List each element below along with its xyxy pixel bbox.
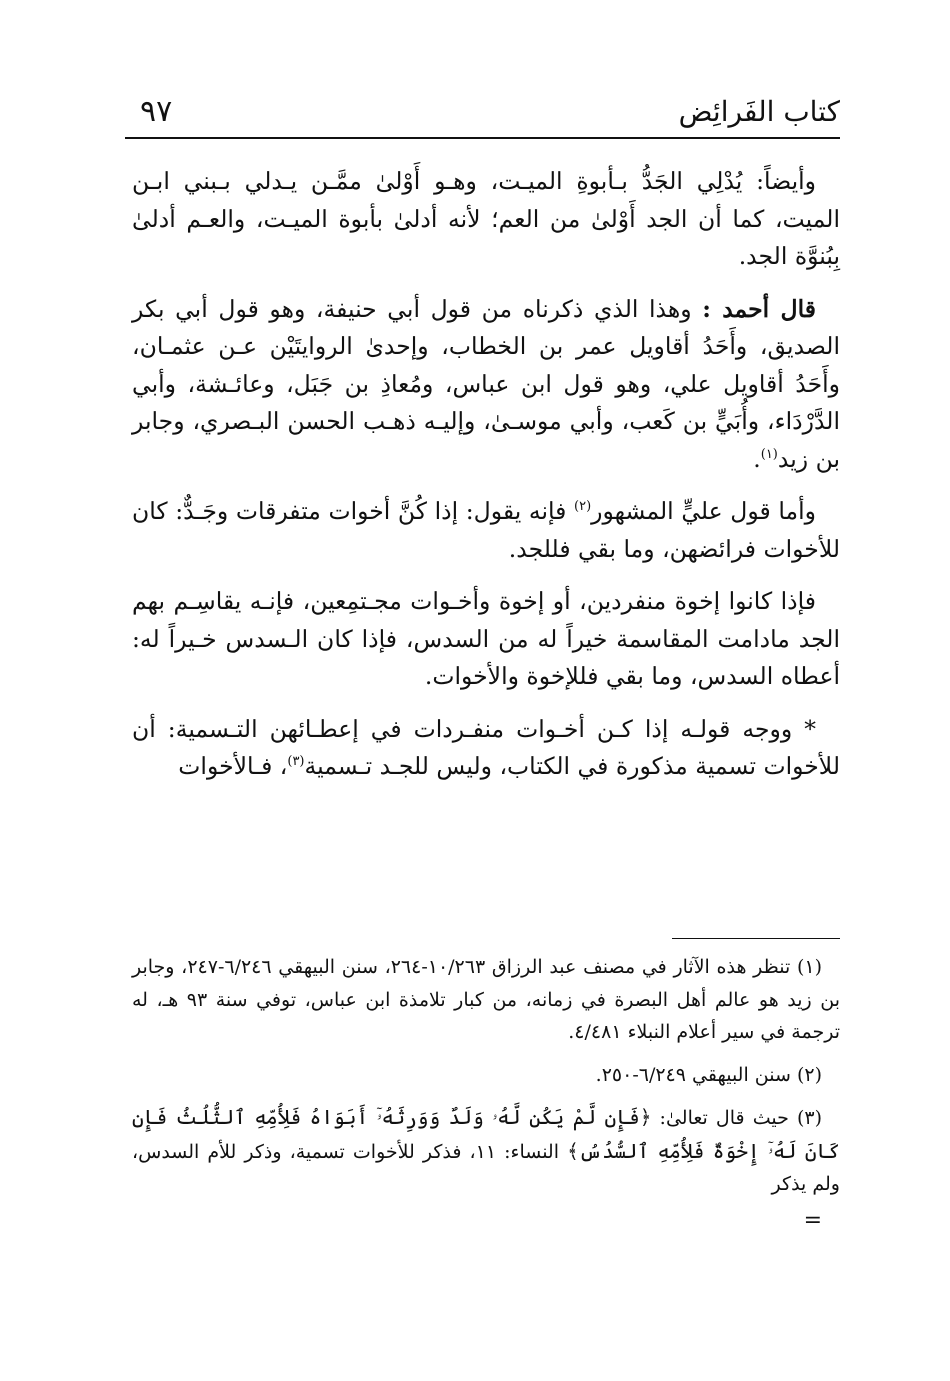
paragraph-5-text-b: ، فـالأخوات <box>178 752 288 780</box>
footnote-3-text: النساء: ١١، فذكر للأخوات تسمية، وذكر للأم السدس، ولم يذكر <box>132 1140 840 1195</box>
paragraph-1 <box>132 163 840 276</box>
paragraph-4 <box>132 583 840 696</box>
footnote-2: (٢) سنن البيهقي ٦/٢٤٩-٢٥٠. <box>595 1063 822 1086</box>
paragraph-5-text-a: * ووجه قولـه إذا كـن أخـوات منفـردات في إعطـائهن التـسمية: أن للأخوات تسمية مذكورة في الكتاب، وليس للجـد تـسمية <box>132 714 840 780</box>
paragraph-3-text-b: فإنه يقول: إذا كُنَّ أخوات متفرقات وجَـدٌّ: كان للأخوات فرائضهن، وما بقي فللجد. <box>132 497 840 563</box>
paragraph-2-text: وهذا الذي ذكرناه من قول أبي حنيفة، وهو قول أبي بكر الصديق، وأَحَدُ أقاويل عمر بن الخطاب، وإحدىٰ الروايتَيْن عـن عثمـان، وأَحَدُ أقاويل علي، وهو قول ابن عباس، ومُعاذِ بن جَبَل، وعائـشة، وأبي الدَّرْدَاء، وأُبَيٍّ بن كَعب، وأبي موسـىٰ، وإليـه ذهـب الحسن البـصري، وجابر بن زيد <box>132 294 840 473</box>
footnote-1: (١) تنظر هذه الآثار في مصنف عبد الرزاق ١٠/٢٦٣-٢٦٤، سنن البيهقي ٦/٢٤٦-٢٤٧، وجابر بن زيد هو عالم أهل البصرة في زمانه، من كبار تلامذة ابن عباس، توفي سنة ٩٣ هـ، له ترجمة في سير أعلام النبلاء ٤/٤٨١. <box>132 956 840 1043</box>
continuation-mark: = <box>803 1207 822 1233</box>
footnote-ref-1[interactable]: (١) <box>760 446 778 462</box>
footnote-ref-2[interactable]: (٢) <box>574 499 592 515</box>
paragraph-2 <box>132 291 840 479</box>
paragraph-4-text: فإذا كانوا إخوة منفردين، أو إخوة وأخـوات مجـتمِعين، فإنـه يقاسِـم بهم الجد مادامت المقاسمة خيراً له من السدس، فإذا كان الـسدس خـيراً له: أعطاه السدس، وما بقي فللإخوة والأخوات. <box>132 587 840 690</box>
footnote-ref-3[interactable]: (٣) <box>287 754 305 770</box>
running-title: كتاب الفَرائِض <box>678 95 840 128</box>
speaker-label: قال أحمد : <box>702 294 816 323</box>
paragraph-2-end: . <box>753 444 761 473</box>
paragraph-3 <box>132 493 840 568</box>
quran-verse: ﴿فَإِن لَّمْ يَكُن لَّهُۥ وَلَدٌ وَوَرِثَهُۥٓ أَبَوَاهُ فَلِأُمِّهِ ٱلثُّلُثُ فَإِن كَانَ لَهُۥٓ إِخْوَةٌ فَلِأُمِّهِ ٱلسُّدُسُ﴾ <box>132 1105 840 1163</box>
footnote-3 <box>132 1101 840 1201</box>
paragraph-5 <box>132 711 840 786</box>
footnote-separator <box>672 938 840 939</box>
main-text <box>132 163 840 801</box>
page-header <box>125 92 840 136</box>
paragraph-1-text: وأيضاً: يُدْلِي الجَدُّ بـأبوةِ الميـت، وهـو أَوْلىٰ ممَّـن يـدلي بـبني ابـن الميت، كما أن الجد أَوْلىٰ من العم؛ لأنه أدلىٰ بأبوة الميـت، والعـم أدلىٰ بِبُنوَّة الجد. <box>132 167 840 270</box>
header-rule <box>125 137 840 139</box>
paragraph-3-text-a: وأما قول عليٍّ المشهور <box>591 497 816 525</box>
page-number: ٩٧ <box>140 94 173 129</box>
footnote-3-intro: (٣) حيث قال تعالىٰ: <box>651 1107 823 1129</box>
footnotes <box>132 951 840 1241</box>
